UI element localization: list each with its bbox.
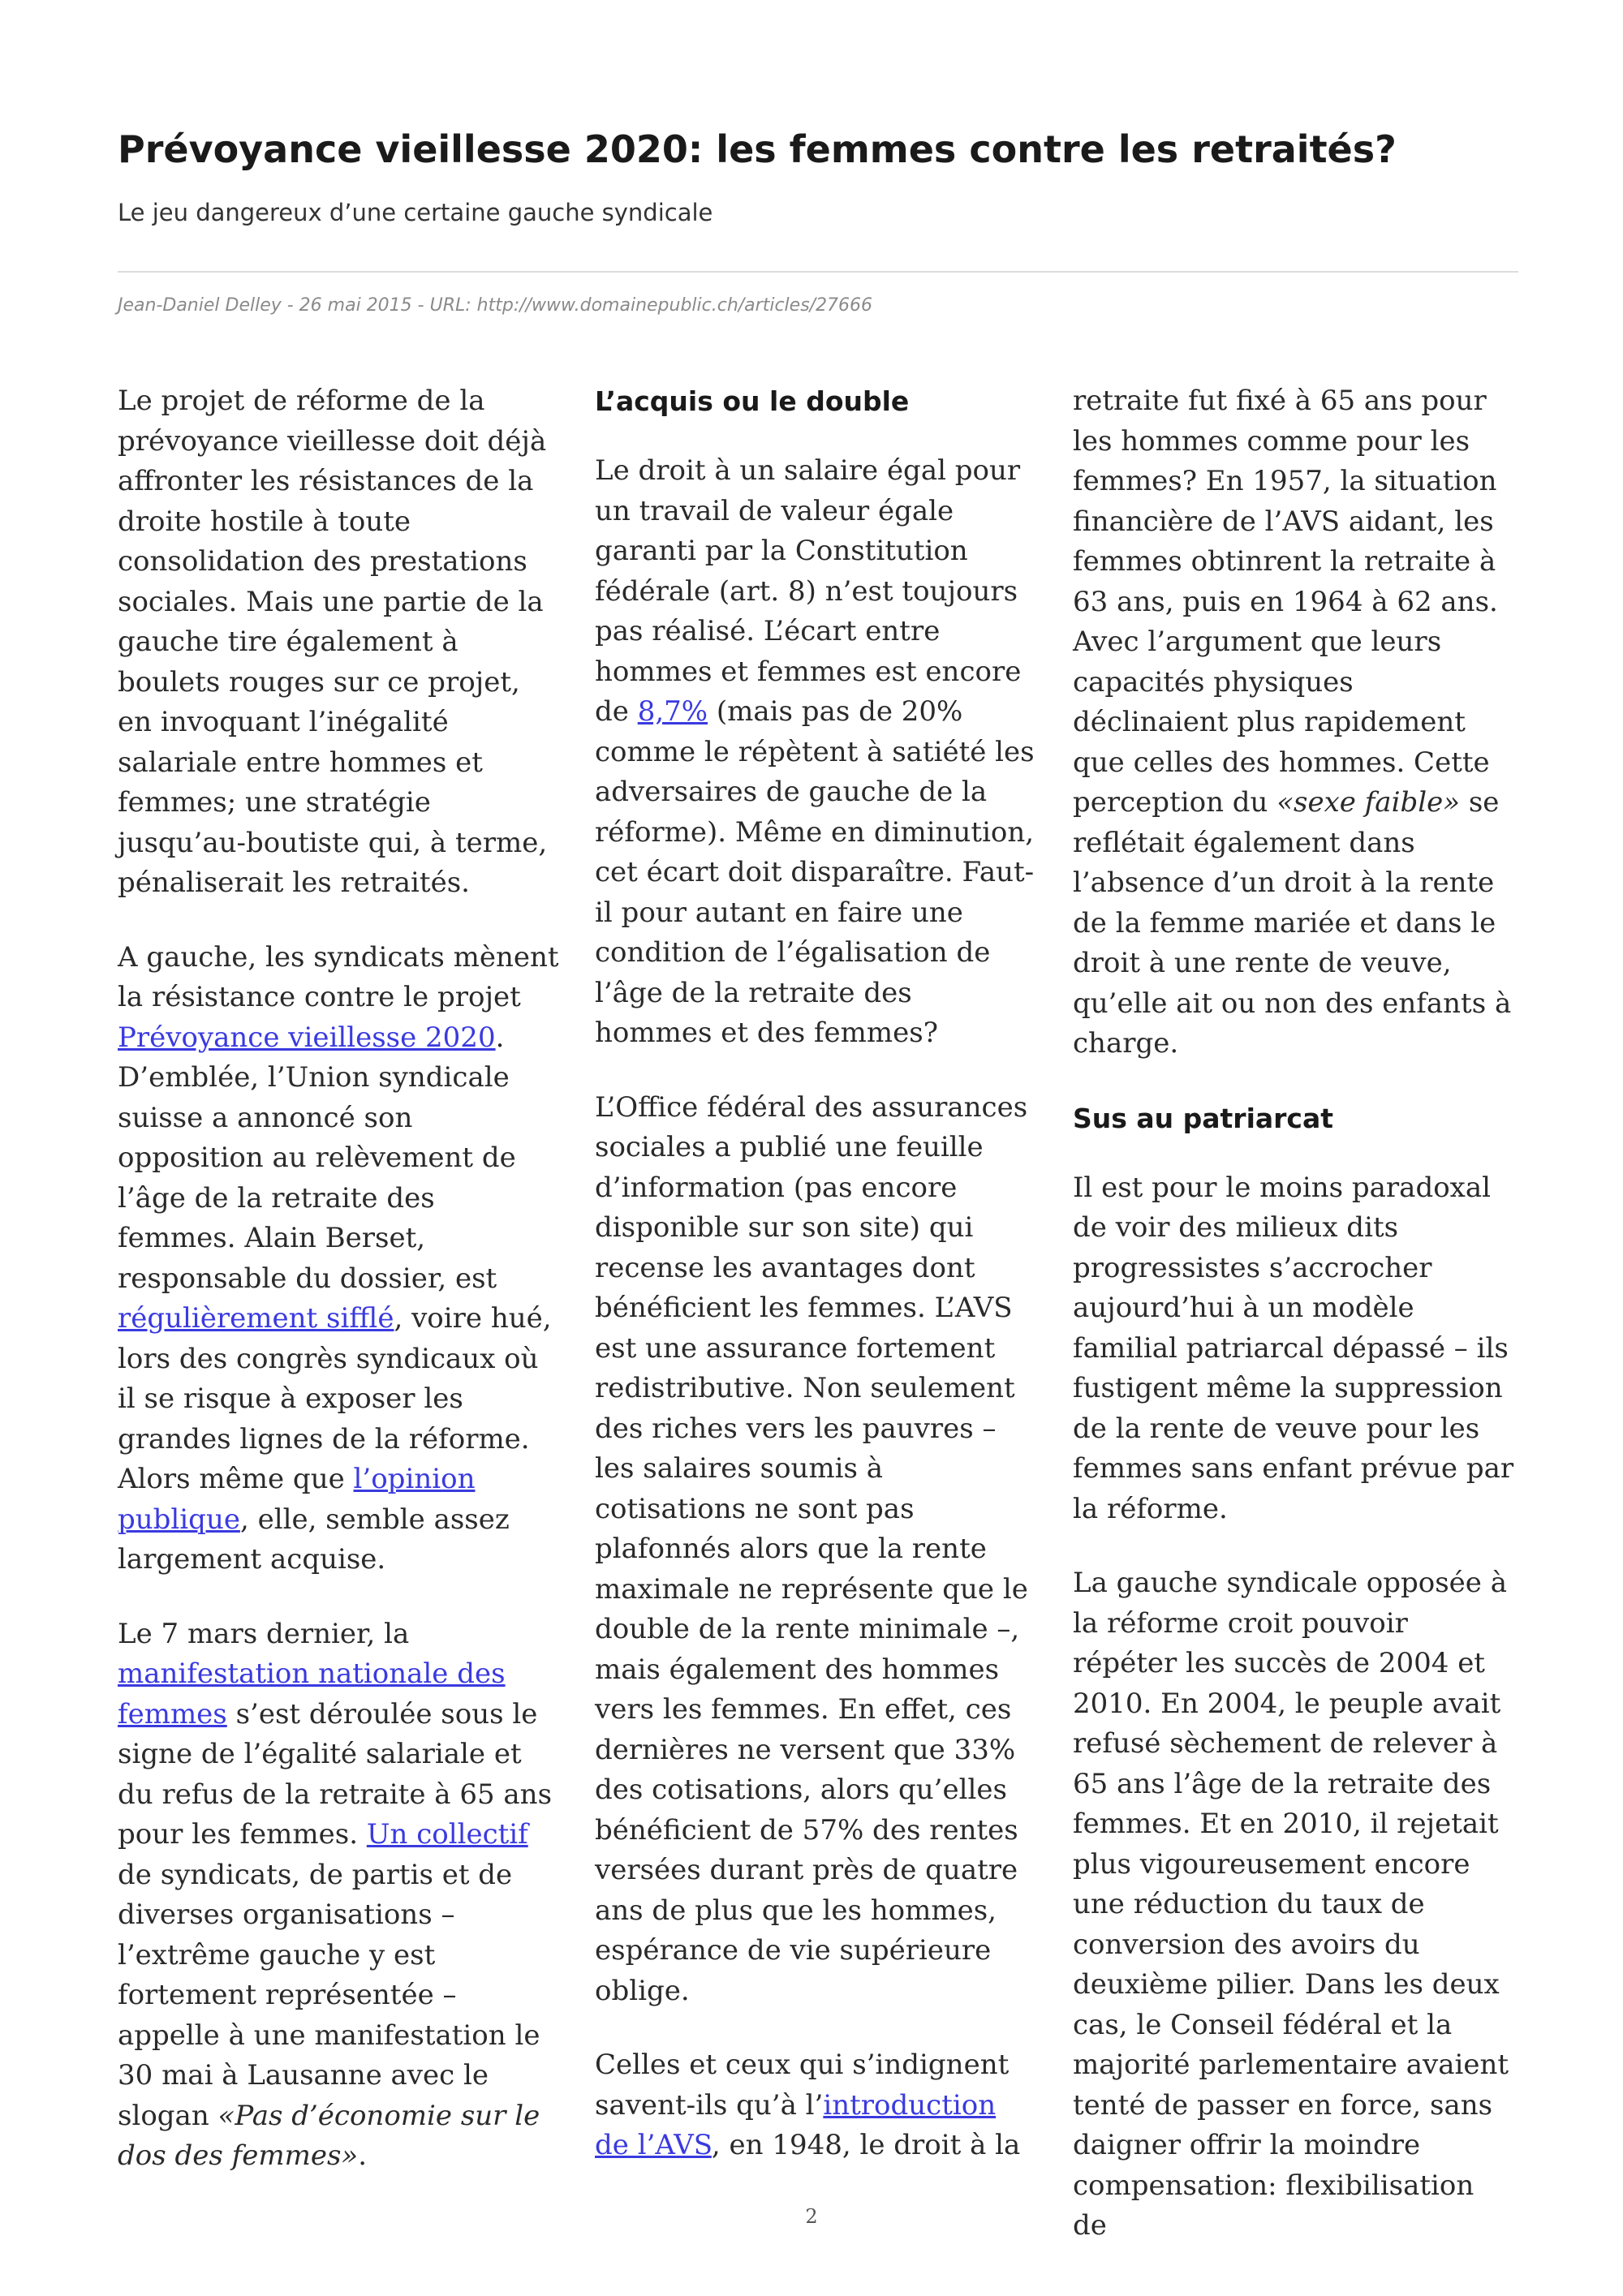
text-run: s’est déroulée sous le signe de l’égalité salariale et du refus de la retraite à 65 ans pour les femmes. xyxy=(118,1697,553,1851)
article-meta: Jean-Daniel Delley - 26 mai 2015 - URL: http://www.domainepublic.ch/articles/27666 xyxy=(118,295,873,316)
link-prevoyance-vieillesse-2020[interactable]: Prévoyance vieillesse 2020 xyxy=(118,1021,496,1054)
text-run: , voire hué, lors des congrès syndicaux où il se risque à exposer les grandes lignes de la réforme. Alors même que xyxy=(118,1302,552,1495)
paragraph: L’Office fédéral des assurances sociales a publié une feuille d’information (pas encore disponible sur son site) qui recense les avantages dont bénéficient les femmes. L’AVS est une assurance fortement redistributive. Non seulement des riches vers les pauvres – les salaires soumis à cotisations ne sont pas plafonnés alors que la rente maximale ne représente que le double de la rente minimale –, mais également des hommes vers les femmes. En effet, ces dernières ne versent que 33% des cotisations, alors qu’elles bénéficient de 57% des rentes versées durant près de quatre ans de plus que les hommes, espérance de vie supérieure oblige. xyxy=(595,1090,1028,2007)
text-run: A gauche, les syndicats mènent la résistance contre le projet xyxy=(118,940,559,1013)
section-heading: Sus au patriarcat xyxy=(1073,1102,1334,1134)
paragraph xyxy=(118,1615,560,2177)
column-1 xyxy=(118,381,560,2211)
link-opinion-publique[interactable]: l’opinion publique xyxy=(118,1463,476,1536)
paragraph xyxy=(118,938,560,1580)
text-run: (mais pas de 20% comme le répètent à satiété les adversaires de gauche de la réforme). Même en diminution, cet écart doit disparaître. Faut-il pour autant en faire une condition de l’égalisation de l’âge de la retraite des hommes et des femmes? xyxy=(595,695,1035,1049)
paragraph xyxy=(595,451,1037,1054)
header-divider xyxy=(118,271,1518,273)
section-heading: L’acquis ou le double xyxy=(595,385,910,417)
page-number: 2 xyxy=(805,2205,818,2228)
text-run: Le 7 mars dernier, la xyxy=(118,1617,410,1650)
text-run: Celles et ceux qui s’indignent savent-ils qu’à l’ xyxy=(595,2049,1010,2122)
link-un-collectif[interactable]: Un collectif xyxy=(366,1818,528,1851)
column-2 xyxy=(595,381,1037,2200)
column-3 xyxy=(1073,381,1515,2281)
text-run: . xyxy=(358,2139,368,2172)
text-run: retraite fut fixé à 65 ans pour les hommes comme pour les femmes? En 1957, la situation financière de l’AVS aidant, les femmes obtinrent la retraite à 63 ans, puis en 1964 à 62 ans. Avec l’argument que leurs capacités physiques déclinaient plus rapidement que celles des hommes. Cette perception du xyxy=(1073,385,1498,819)
text-run: Le droit à un salaire égal pour un travail de valeur égale garanti par la Constitution fédérale (art. 8) n’est toujours pas réalisé. L’écart entre hommes et femmes est encore de xyxy=(595,454,1022,728)
article-subtitle: Le jeu dangereux d’une certaine gauche syndicale xyxy=(118,199,713,226)
link-introduction-avs[interactable]: introduction de l’AVS xyxy=(595,2088,997,2161)
link-8-7-percent[interactable]: 8,7% xyxy=(637,695,708,728)
text-run: se reflétait également dans l’absence d’un droit à la rente de la femme mariée et dans le droit à une rente de veuve, qu’elle ait ou non des enfants à charge. xyxy=(1073,786,1512,1060)
emphasis-text: «sexe faible» xyxy=(1276,786,1461,819)
link-manifestation-nationale[interactable]: manifestation nationale des femmes xyxy=(118,1658,506,1731)
paragraph xyxy=(1073,381,1515,1064)
text-run: , en 1948, le droit à la xyxy=(711,2129,1021,2161)
link-regulierement-siffle[interactable]: régulièrement sifflé xyxy=(118,1302,394,1335)
paragraph: Il est pour le moins paradoxal de voir des milieux dits progressistes s’accrocher aujourd’hui à un modèle familial patriarcal dépassé – ils fustigent même la suppression de la rente de veuve pour les femmes sans enfant prévue par la réforme. xyxy=(1073,1171,1514,1525)
article-title: Prévoyance vieillesse 2020: les femmes contre les retraités? xyxy=(118,127,1397,171)
text-run: , elle, semble assez largement acquise. xyxy=(118,1503,510,1576)
text-run: . D’emblée, l’Union syndicale suisse a annoncé son opposition au relèvement de l’âge de la retraite des femmes. Alain Berset, responsable du dossier, est xyxy=(118,1021,516,1295)
paragraph xyxy=(595,2045,1037,2166)
slogan-text: «Pas d’économie sur le dos des femmes» xyxy=(118,2099,540,2172)
paragraph: La gauche syndicale opposée à la réforme croit pouvoir répéter les succès de 2004 et 2010. En 2004, le peuple avait refusé sèchement de relever à 65 ans l’âge de la retraite des femmes. Et en 2010, il rejetait plus vigoureusement encore une réduction du taux de conversion des avoirs du deuxième pilier. Dans les deux cas, le Conseil fédéral et la majorité parlementaire avaient tenté de passer en force, sans daigner offrir la moindre compensation: flexibilisation de xyxy=(1073,1567,1509,2242)
text-run: de syndicats, de partis et de diverses organisations – l’extrême gauche y est fortement représentée – appelle à une manifestation le 30 mai à Lausanne avec le slogan xyxy=(118,1858,540,2132)
paragraph: Le projet de réforme de la prévoyance vieillesse doit déjà affronter les résistances de la droite hostile à toute consolidation des prestations sociales. Mais une partie de la gauche tire également à boulets rouges sur ce projet, en invoquant l’inégalité salariale entre hommes et femmes; une stratégie jusqu’au-boutiste qui, à terme, pénaliserait les retraités. xyxy=(118,385,548,899)
